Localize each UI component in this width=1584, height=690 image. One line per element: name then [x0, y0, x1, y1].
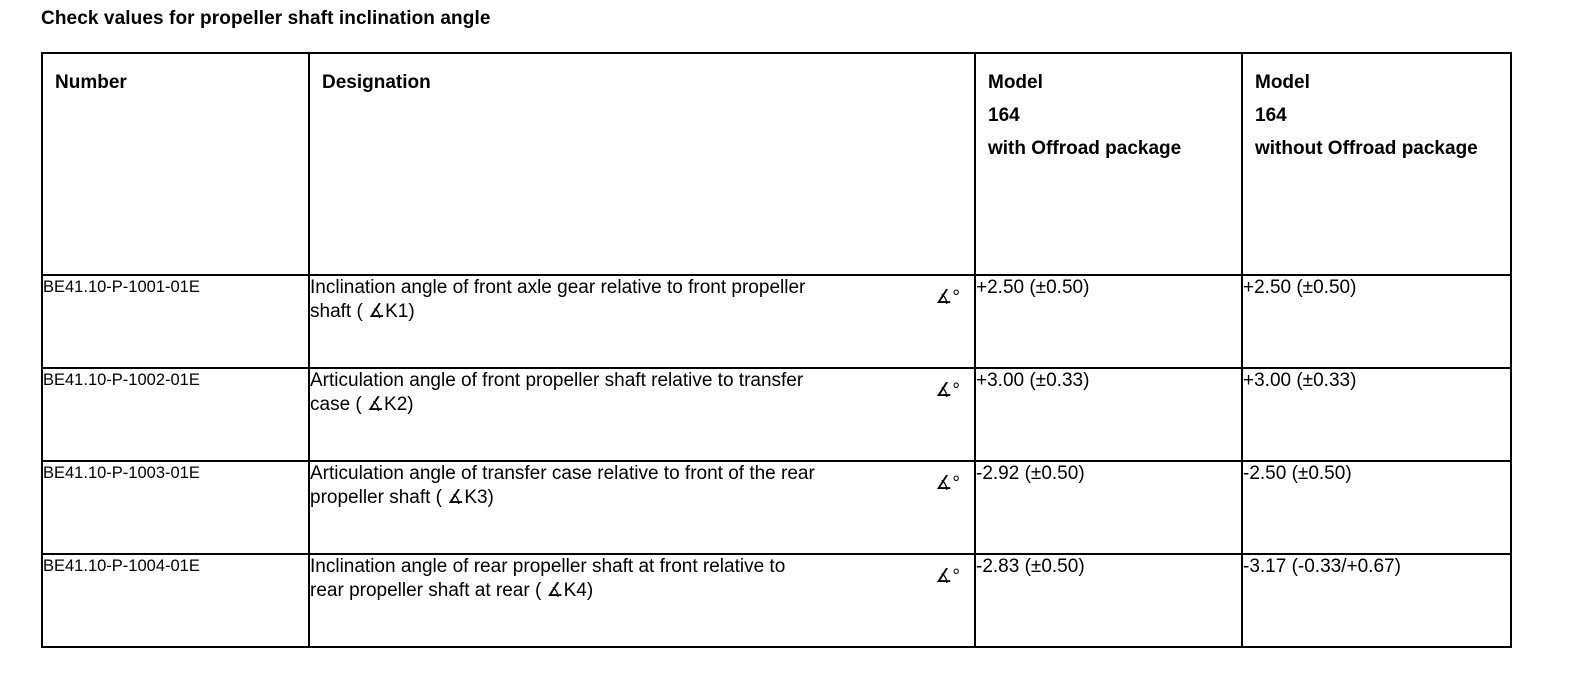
header-without-offroad	[1242, 53, 1511, 275]
table-row	[42, 368, 1511, 461]
row-designation	[309, 275, 975, 368]
value-without-offroad: +3.00 (±0.33)	[1242, 368, 1511, 461]
row-designation	[309, 461, 975, 554]
check-values-table	[41, 52, 1512, 648]
header-without-offroad-line3: without Offroad package	[1255, 138, 1478, 159]
header-with-offroad-line3: with Offroad package	[988, 138, 1182, 159]
header-designation-label: Designation	[322, 72, 431, 93]
document-title: Check values for propeller shaft inclination angle	[41, 8, 491, 29]
header-designation	[309, 53, 975, 275]
table-row	[42, 554, 1511, 647]
value-with-offroad: -2.92 (±0.50)	[975, 461, 1242, 554]
header-with-offroad-line1: Model	[988, 72, 1043, 93]
header-with-offroad-line2: 164	[988, 105, 1020, 126]
table-header-row	[42, 53, 1511, 275]
header-with-offroad	[975, 53, 1242, 275]
row-number: BE41.10-P-1002-01E	[42, 368, 309, 461]
designation-text: Articulation angle of front propeller shaft relative to transfer case ( ∡K2)	[310, 370, 804, 415]
designation-text: Articulation angle of transfer case relative to front of the rear propeller shaft ( ∡K3)	[310, 463, 815, 508]
designation-text: Inclination angle of front axle gear relative to front propeller shaft ( ∡K1)	[310, 277, 806, 322]
row-designation	[309, 554, 975, 647]
row-number: BE41.10-P-1003-01E	[42, 461, 309, 554]
header-number-label: Number	[55, 72, 127, 93]
header-without-offroad-line2: 164	[1255, 105, 1287, 126]
value-without-offroad: +2.50 (±0.50)	[1242, 275, 1511, 368]
designation-text: Inclination angle of rear propeller shaft at front relative to rear propeller shaft at rear ( ∡K4)	[310, 556, 786, 601]
value-without-offroad: -3.17 (-0.33/+0.67)	[1242, 554, 1511, 647]
value-with-offroad: -2.83 (±0.50)	[975, 554, 1242, 647]
table-row	[42, 461, 1511, 554]
angle-degree-icon: ∡°	[935, 473, 960, 494]
header-number	[42, 53, 309, 275]
value-with-offroad: +3.00 (±0.33)	[975, 368, 1242, 461]
row-designation	[309, 368, 975, 461]
angle-degree-icon: ∡°	[935, 566, 960, 587]
row-number: BE41.10-P-1004-01E	[42, 554, 309, 647]
value-without-offroad: -2.50 (±0.50)	[1242, 461, 1511, 554]
row-number: BE41.10-P-1001-01E	[42, 275, 309, 368]
header-without-offroad-line1: Model	[1255, 72, 1310, 93]
value-with-offroad: +2.50 (±0.50)	[975, 275, 1242, 368]
angle-degree-icon: ∡°	[935, 380, 960, 401]
table-row	[42, 275, 1511, 368]
angle-degree-icon: ∡°	[935, 287, 960, 308]
